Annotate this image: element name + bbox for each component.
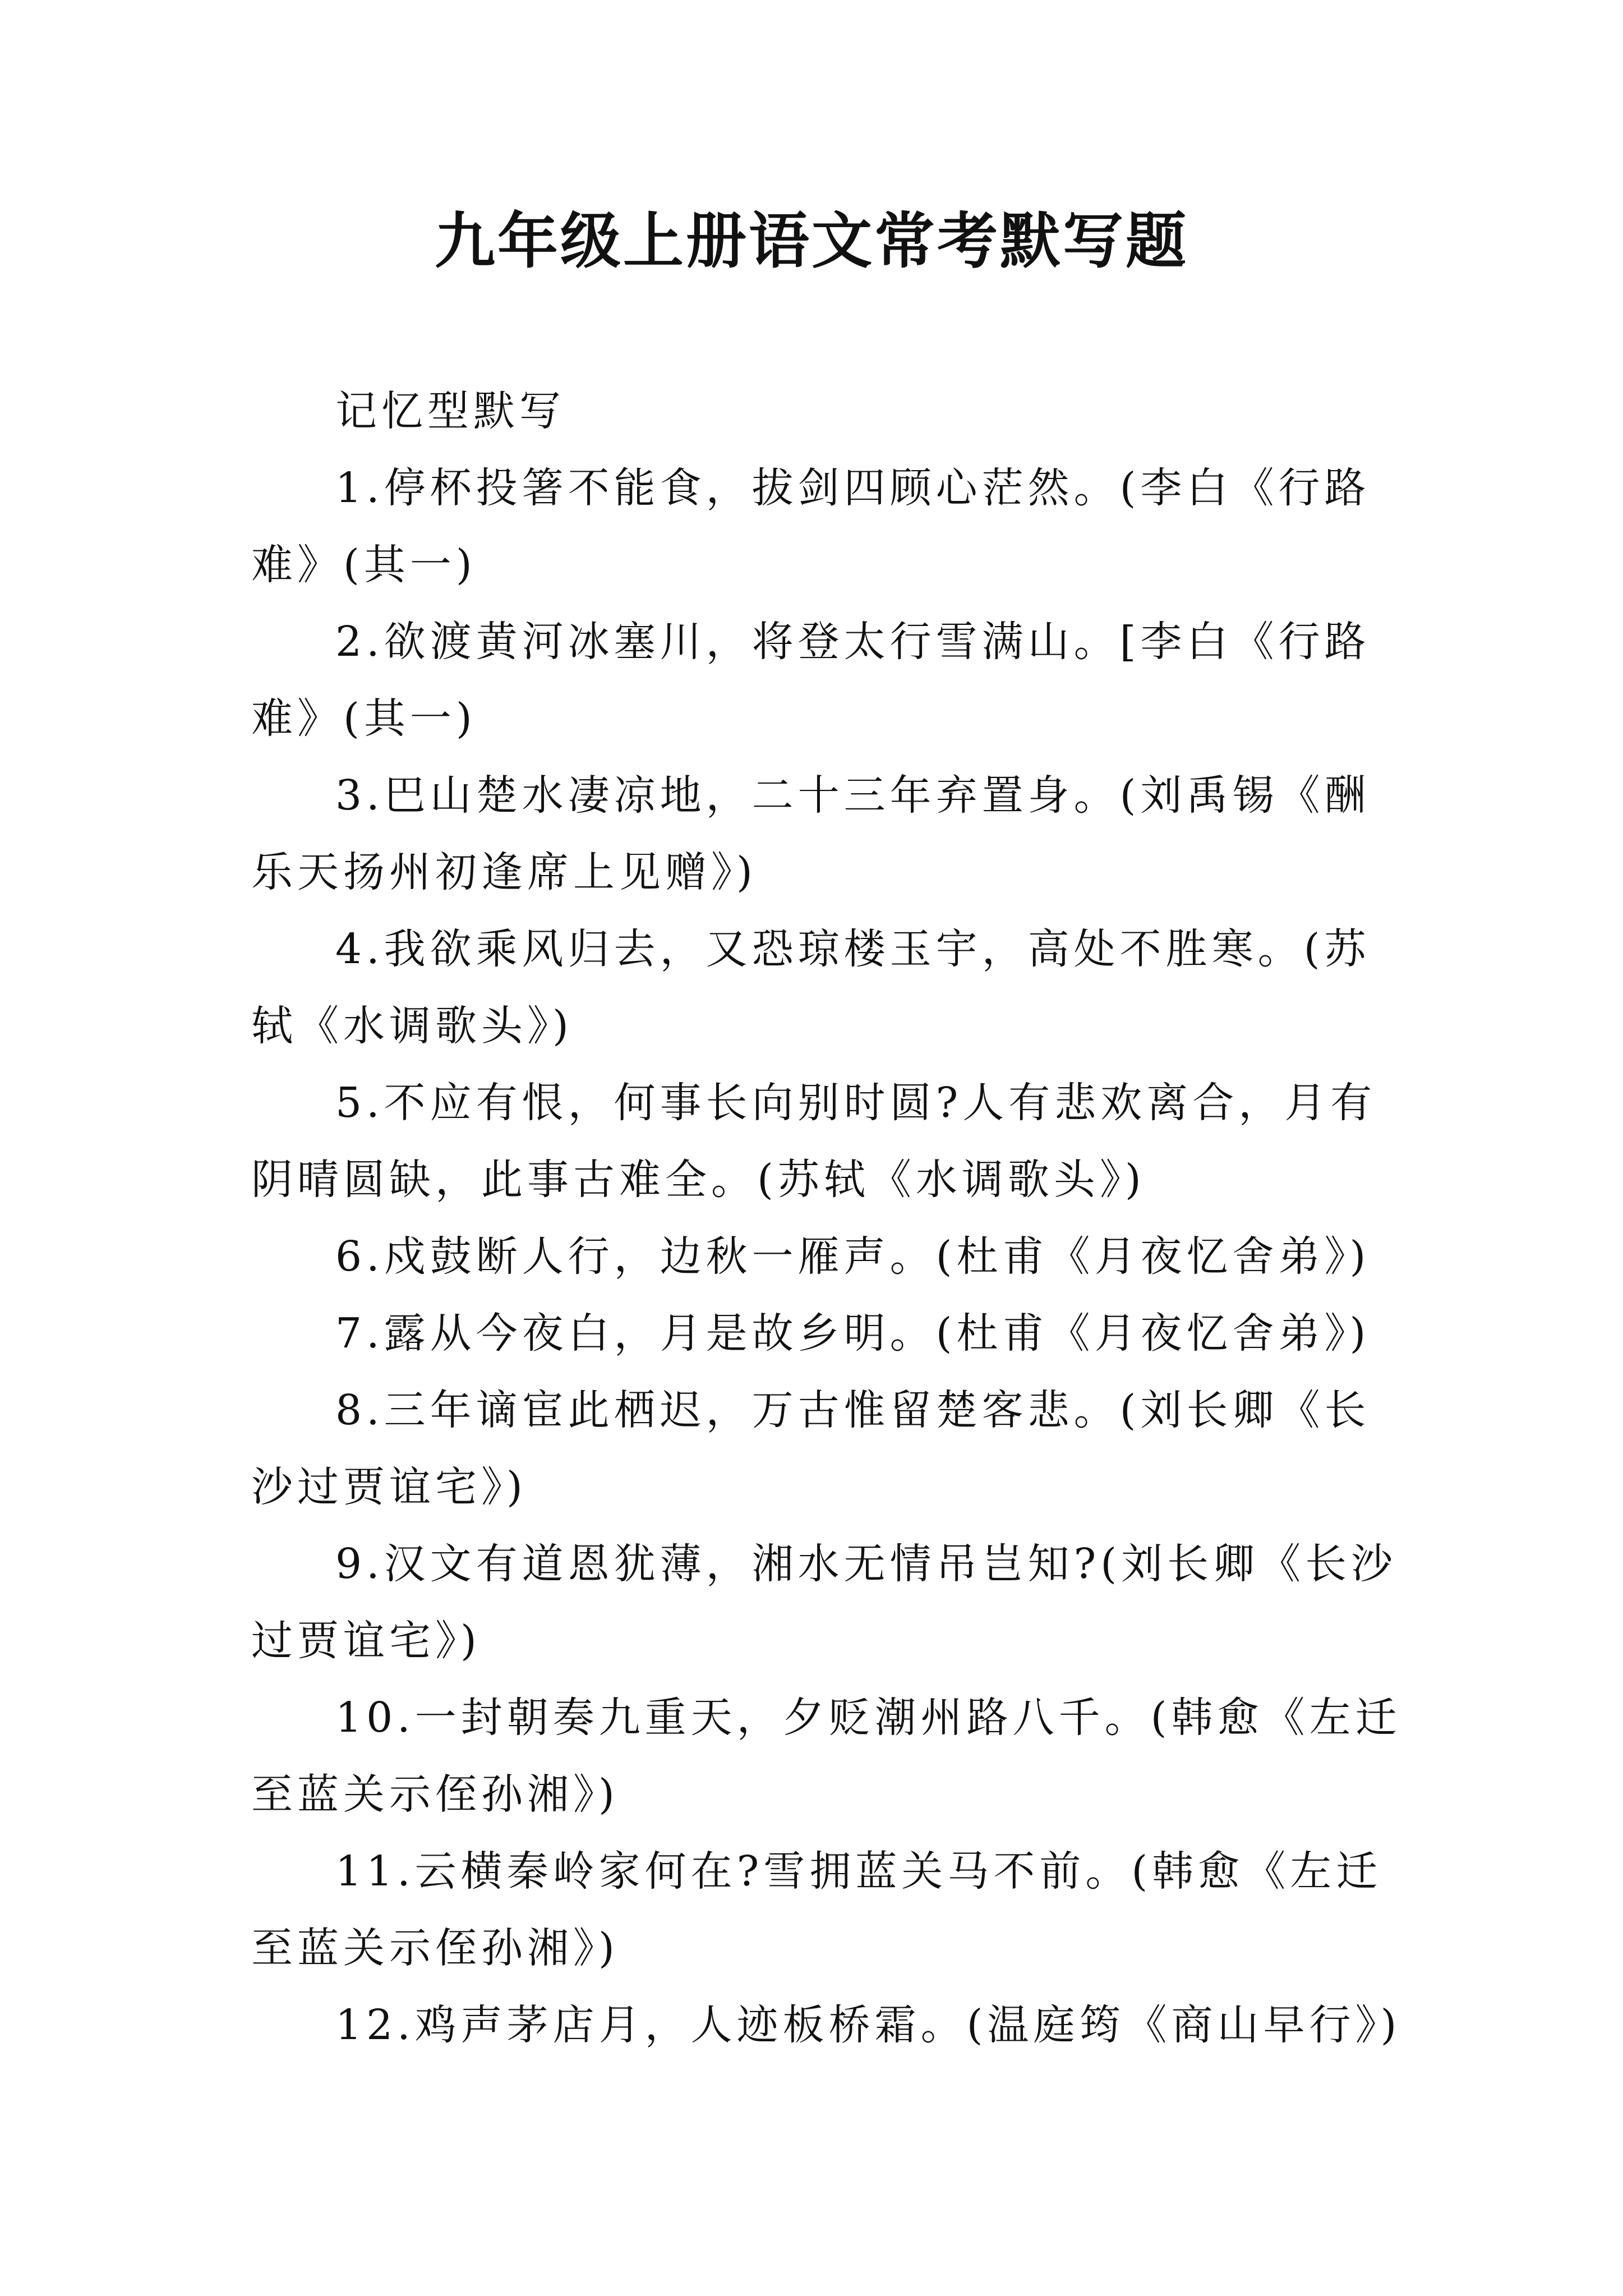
dictation-item: 3.巴山楚水凄凉地，二十三年弃置身。(刘禹锡《酬乐天扬州初逢席上见赠》) — [251, 771, 1371, 896]
section-heading: 记忆型默写 — [335, 387, 565, 435]
dictation-item: 2.欲渡黄河冰塞川，将登太行雪满山。[李白《行路难》(其一) — [251, 618, 1371, 743]
dictation-item: 1.停杯投箸不能食，拔剑四顾心茫然。(李白《行路难》(其一) — [251, 464, 1371, 589]
dictation-item: 10.一封朝奏九重天，夕贬潮州路八千。(韩愈《左迁至蓝关示侄孙湘》) — [251, 1694, 1401, 1819]
dictation-item: 5.不应有恨，何事长向别时圆?人有悲欢离合，月有阴晴圆缺，此事古难全。(苏轼《水调歌头》) — [251, 1079, 1377, 1204]
dictation-item: 11.云横秦岭家何在?雪拥蓝关马不前。(韩愈《左迁至蓝关示侄孙湘》) — [251, 1847, 1382, 1972]
dictation-item: 8.三年谪宦此栖迟，万古惟留楚客悲。(刘长卿《长沙过贾谊宅》) — [251, 1386, 1371, 1511]
dictation-item: 4.我欲乘风归去，又恐琼楼玉宇，高处不胜寒。(苏轼《水调歌头》) — [251, 925, 1371, 1050]
dictation-item: 6.戍鼓断人行，边秋一雁声。(杜甫《月夜忆舍弟》) — [335, 1232, 1371, 1281]
dictation-item: 12.鸡声茅店月，人迹板桥霜。(温庭筠《商山早行》) — [335, 2001, 1401, 2049]
document-title: 九年级上册语文常考默写题 — [434, 206, 1188, 277]
document-body — [251, 373, 1407, 2064]
dictation-item: 9.汉文有道恩犹薄，湘水无情吊岂知?(刘长卿《长沙过贾谊宅》) — [251, 1540, 1398, 1665]
dictation-item: 7.露从今夜白，月是故乡明。(杜甫《月夜忆舍弟》) — [335, 1309, 1371, 1358]
